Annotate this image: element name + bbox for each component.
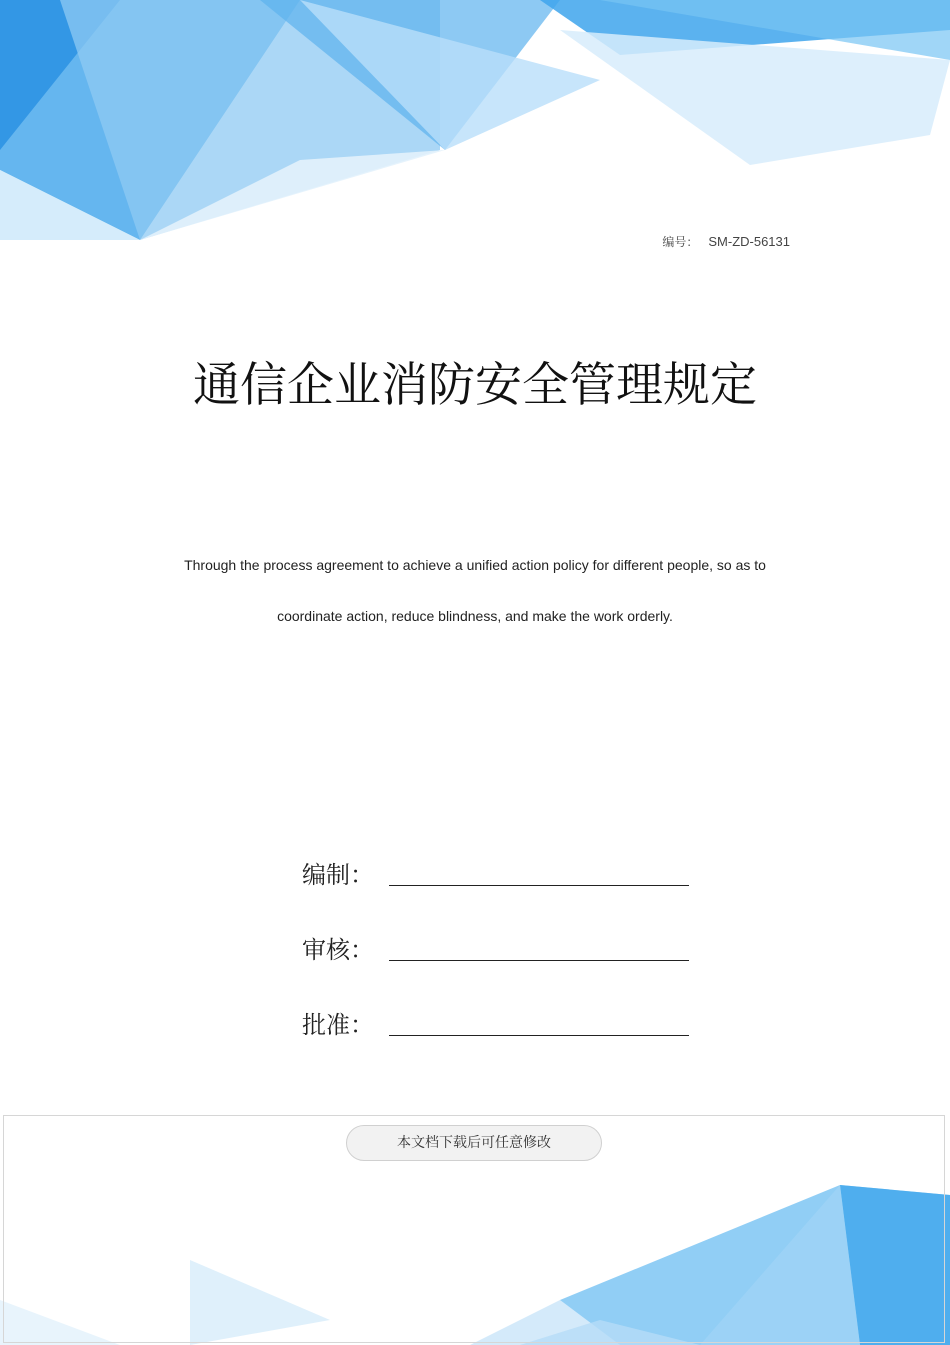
document-number-value: SM-ZD-56131	[708, 234, 790, 249]
signature-row-approver	[302, 1005, 702, 1045]
signature-row-reviewer	[302, 930, 702, 970]
document-number	[600, 233, 790, 250]
reviewer-label: 审核：	[302, 936, 374, 964]
subtitle-line-1: Through the process agreement to achieve a unified action policy for different people, so as to	[184, 557, 766, 573]
reviewer-signature-line	[389, 960, 689, 961]
document-number-label: 编号：	[662, 235, 699, 249]
document-subtitle	[140, 540, 810, 642]
compiler-signature-line	[389, 885, 689, 886]
document-title: 通信企业消防安全管理规定	[193, 358, 757, 413]
signature-row-compiler	[302, 855, 702, 895]
top-geometric-decoration	[0, 0, 950, 260]
approver-signature-line	[389, 1035, 689, 1036]
approver-label: 批准：	[302, 1011, 374, 1039]
subtitle-line-2: coordinate action, reduce blindness, and make the work orderly.	[277, 608, 673, 624]
editable-notice-badge: 本文档下载后可任意修改	[346, 1125, 602, 1161]
compiler-label: 编制：	[302, 861, 374, 889]
